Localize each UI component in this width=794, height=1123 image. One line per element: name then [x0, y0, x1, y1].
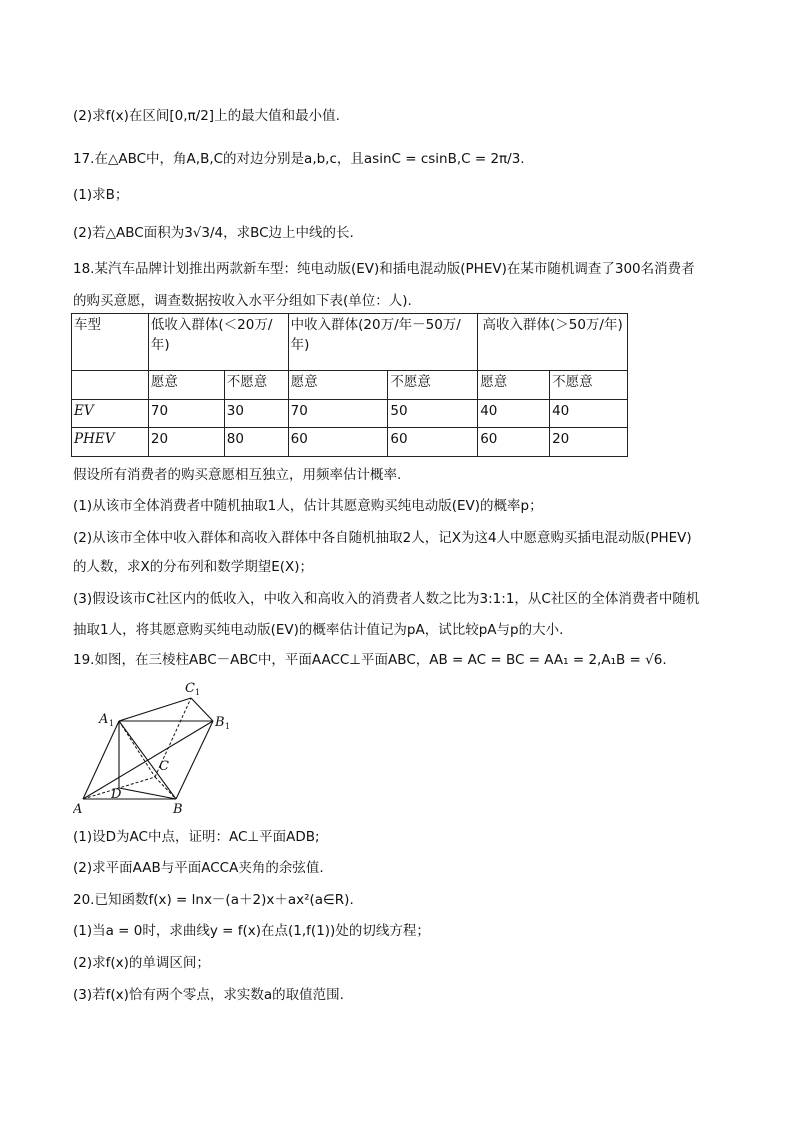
q18-part2-line2: 的人数，求X的分布列和数学期望E(X)；	[73, 559, 314, 575]
table-cell: 60	[478, 428, 550, 457]
label-b1: B	[215, 715, 225, 730]
subscript-c1: 1	[195, 688, 201, 697]
dashed-a1c	[119, 721, 155, 777]
table-cell: 80	[224, 428, 288, 457]
subscript-b1: 1	[225, 722, 231, 731]
table-group-low: 低收入群体(＜20万/年)	[148, 314, 288, 371]
table-cell: 60	[288, 428, 388, 457]
table-cell: 30	[224, 400, 288, 428]
table-subheader-empty	[72, 371, 149, 400]
prism-figure	[73, 678, 243, 818]
table-subheader: 不愿意	[388, 371, 478, 400]
table-subheader: 愿意	[478, 371, 550, 400]
q20-part1: (1)当a = 0时，求曲线y = f(x)在点(1,f(1))处的切线方程；	[73, 923, 430, 939]
table-header-car: 车型	[72, 314, 149, 371]
label-c: C	[159, 759, 169, 774]
q16-part2: (2)求f(x)在区间[0,π/2]上的最大值和最小值.	[73, 108, 340, 124]
label-d: D	[111, 787, 122, 802]
edge-c1b1	[191, 698, 213, 721]
table-header-row	[72, 314, 628, 371]
table-row	[72, 400, 628, 428]
label-c1: C	[185, 681, 195, 696]
q20-part2: (2)求f(x)的单调区间；	[73, 955, 210, 971]
purchase-intent-table	[71, 313, 628, 457]
q20-stem: 20.已知函数f(x) = lnx－(a＋2)x＋ax²(a∈R).	[73, 892, 354, 908]
q18-part3-line1: (3)假设该市C社区内的低收入，中收入和高收入的消费者人数之比为3:1:1，从C社区的全体消费者中随机	[73, 591, 700, 607]
table-cell: 70	[288, 400, 388, 428]
subscript-a1: 1	[109, 719, 115, 728]
table-subheader-row	[72, 371, 628, 400]
q19-stem: 19.如图，在三棱柱ABC－ABC中，平面AACC⊥平面ABC，AB = AC = BC = AA₁ = 2,A₁B = √6.	[73, 652, 667, 668]
table-row-label: PHEV	[72, 428, 149, 457]
table-cell: 20	[550, 428, 628, 457]
table-group-mid: 中收入群体(20万/年－50万/年)	[288, 314, 478, 371]
q18-stem-line1: 18.某汽车品牌计划推出两款新车型：纯电动版(EV)和插电混动版(PHEV)在某市随机调查了300名消费者	[73, 261, 695, 277]
table-subheader: 愿意	[148, 371, 224, 400]
table-cell: 70	[148, 400, 224, 428]
q20-part3: (3)若f(x)恰有两个零点，求实数a的取值范围.	[73, 987, 344, 1003]
q18-assumption: 假设所有消费者的购买意愿相互独立，用频率估计概率.	[73, 467, 402, 483]
label-b: B	[173, 802, 183, 817]
table-row-label: EV	[72, 400, 149, 428]
q19-part2: (2)求平面AAB与平面ACCA夹角的余弦值.	[73, 860, 324, 876]
edge-a1c1	[119, 698, 191, 721]
label-a: A	[73, 802, 83, 817]
table-subheader: 不愿意	[224, 371, 288, 400]
table-cell: 20	[148, 428, 224, 457]
q17-stem: 17.在△ABC中，角A,B,C的对边分别是a,b,c，且asinC = csinB,C = 2π/3.	[73, 151, 525, 167]
q18-part3-line2: 抽取1人，将其愿意购买纯电动版(EV)的概率估计值记为pA，试比较pA与p的大小.	[73, 622, 564, 638]
table-cell: 40	[478, 400, 550, 428]
q18-part2-line1: (2)从该市全体中收入群体和高收入群体中各自随机抽取2人，记X为这4人中愿意购买插电混动版(PHEV)	[73, 530, 692, 546]
q17-part2: (2)若△ABC面积为3√3/4，求BC边上中线的长.	[73, 225, 354, 241]
q18-part1: (1)从该市全体消费者中随机抽取1人，估计其愿意购买纯电动版(EV)的概率p；	[73, 498, 543, 514]
q19-part1: (1)设D为AC中点，证明：AC⊥平面ADB;	[73, 829, 320, 845]
label-a1: A	[99, 712, 109, 727]
table-subheader: 愿意	[288, 371, 388, 400]
q18-stem-line2: 的购买意愿，调查数据按收入水平分组如下表(单位：人).	[73, 293, 412, 309]
table-cell: 40	[550, 400, 628, 428]
table-cell: 60	[388, 428, 478, 457]
table-cell: 50	[388, 400, 478, 428]
table-row	[72, 428, 628, 457]
table-subheader: 不愿意	[550, 371, 628, 400]
q17-part1: (1)求B；	[73, 187, 129, 203]
table-group-high: 高收入群体(＞50万/年)	[478, 314, 628, 371]
